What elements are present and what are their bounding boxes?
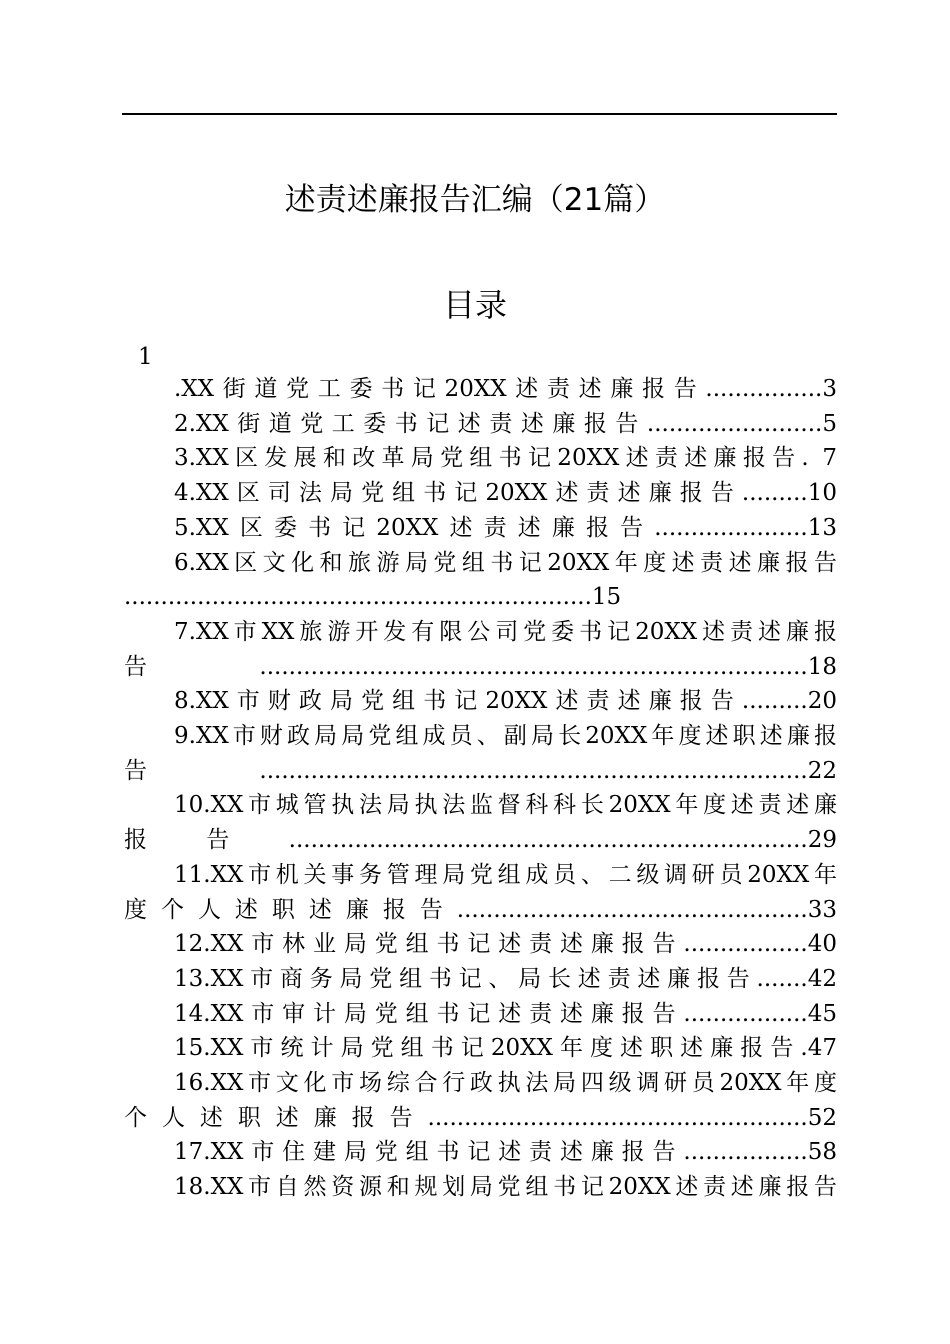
toc-entry-7-cont[interactable]: 告...........................................................................18 (124, 653, 837, 680)
toc-entry-18[interactable]: 18.XX市自然资源和规划局党组书记20XX述责述廉报告 (174, 1174, 837, 1201)
toc-entry-15[interactable]: 15.XX市统计局党组书记20XX年度述职述廉报告.47 (174, 1035, 837, 1062)
toc-entry-1[interactable]: .XX街道党工委书记20XX述责述廉报告................3 (174, 376, 837, 402)
toc-entry-6-cont[interactable]: ................................................................15 (124, 584, 622, 611)
toc-entry-11[interactable]: 11.XX市机关事务管理局党组成员、二级调研员20XX年 (174, 861, 837, 888)
toc-entry-10[interactable]: 10.XX市城管执法局执法监督科科长20XX年度述责述廉 (174, 792, 837, 819)
toc-entry-9-cont[interactable]: 告...........................................................................22 (124, 757, 837, 784)
toc-entry-16[interactable]: 16.XX市文化市场综合行政执法局四级调研员20XX年度 (174, 1070, 837, 1097)
toc-entry-17[interactable]: 17.XX市住建局党组书记述责述廉报告.................58 (174, 1139, 837, 1166)
toc-entry-9[interactable]: 9.XX市财政局局党组成员、副局长20XX年度述职述廉报 (174, 723, 837, 750)
toc-first-number: 1 (138, 344, 153, 370)
toc-entry-12[interactable]: 12.XX市林业局党组书记述责述廉报告.................40 (174, 931, 837, 958)
header-rule (122, 113, 837, 115)
table-of-contents (124, 372, 837, 1205)
toc-heading: 目录 (442, 286, 507, 324)
page-title: 述责述廉报告汇编（21篇） (284, 182, 666, 218)
toc-entry-10-cont[interactable]: 报告.......................................................................29 (124, 827, 837, 854)
toc-entry-3[interactable]: 3.XX区发展和改革局党组书记20XX述责述廉报告. 7 (174, 445, 837, 472)
toc-entry-11-cont[interactable]: 度个人述职述廉报告................................................33 (124, 896, 837, 923)
toc-entry-8[interactable]: 8.XX市财政局党组书记20XX述责述廉报告.........20 (174, 688, 837, 715)
toc-entry-6[interactable]: 6.XX区文化和旅游局党组书记20XX年度述责述廉报告 (174, 549, 837, 576)
toc-entry-14[interactable]: 14.XX市审计局党组书记述责述廉报告.................45 (174, 1000, 837, 1027)
toc-entry-5[interactable]: 5.XX区委书记20XX述责述廉报告.....................13 (174, 514, 837, 541)
toc-entry-4[interactable]: 4.XX区司法局党组书记20XX述责述廉报告.........10 (174, 480, 837, 507)
toc-entry-16-cont[interactable]: 个人述职述廉报告....................................................52 (124, 1104, 837, 1131)
toc-entry-13[interactable]: 13.XX市商务局党组书记、局长述责述廉报告.......42 (174, 965, 837, 992)
toc-entry-7[interactable]: 7.XX市XX旅游开发有限公司党委书记20XX述责述廉报 (174, 618, 837, 645)
toc-entry-2[interactable]: 2.XX街道党工委书记述责述廉报告........................5 (174, 410, 837, 437)
